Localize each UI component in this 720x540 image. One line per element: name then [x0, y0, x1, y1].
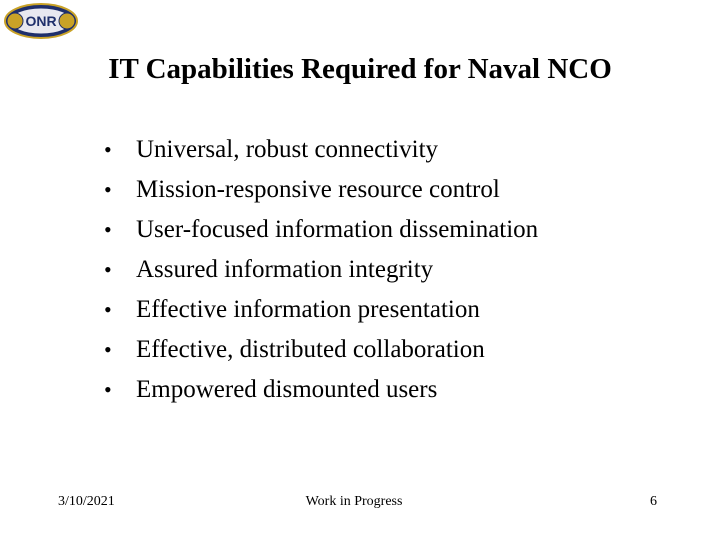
bullet-item [104, 170, 538, 210]
bullet-glyph: • [104, 177, 112, 202]
bullet-text: User-focused information dissemination [136, 216, 539, 243]
bullet-glyph: • [104, 137, 112, 162]
bullet-glyph: • [104, 377, 112, 402]
logo-text: ONR [25, 13, 57, 29]
slide-title: IT Capabilities Required for Naval NCO [108, 53, 612, 85]
bullet-text: Assured information integrity [136, 256, 434, 283]
bullet-item [104, 130, 538, 170]
footer-date: 3/10/2021 [58, 494, 115, 509]
footer-center-text: Work in Progress [305, 494, 403, 509]
bullet-text: Mission-responsive resource control [136, 176, 500, 203]
onr-logo [4, 3, 78, 39]
bullet-list [104, 130, 538, 410]
bullet-item [104, 290, 538, 330]
bullet-text: Universal, robust connectivity [136, 136, 439, 163]
bullet-item [104, 210, 538, 250]
bullet-glyph: • [104, 257, 112, 282]
bullet-text: Empowered dismounted users [136, 376, 438, 403]
bullet-glyph: • [104, 217, 112, 242]
bullet-item [104, 250, 538, 290]
bullet-glyph: • [104, 297, 112, 322]
bullet-item [104, 370, 538, 410]
bullet-text: Effective, distributed collaboration [136, 336, 485, 363]
bullet-text: Effective information presentation [136, 296, 480, 323]
bullet-item [104, 330, 538, 370]
bullet-glyph: • [104, 337, 112, 362]
footer-page-number: 6 [650, 494, 657, 509]
